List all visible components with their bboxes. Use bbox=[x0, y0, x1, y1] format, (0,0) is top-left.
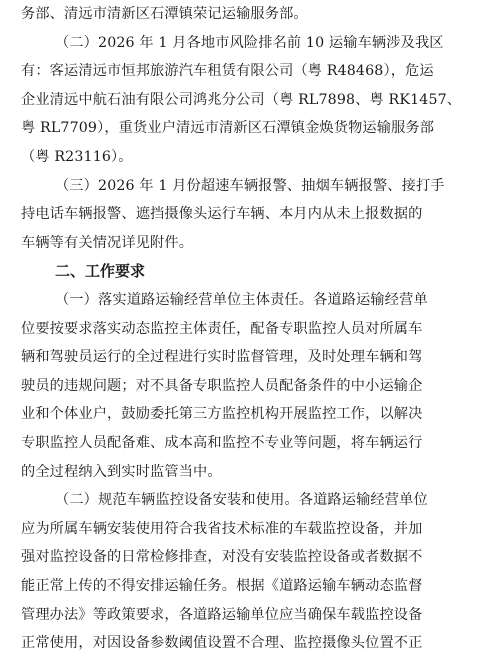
text-line: 务部、清远市清新区石潭镇荣记运输服务部。 bbox=[21, 6, 308, 22]
text-line: 专职监控人员配备难、成本高和监控不专业等问题，将车辆运行 bbox=[21, 435, 423, 451]
text-line: 的全过程纳入到实时监管当中。 bbox=[21, 463, 222, 480]
text-line: 持电话车辆报警、遮挡摄像头运行车辆、本月内从未上报数据的 bbox=[21, 206, 423, 223]
text-line: 能正常上传的不得安排运输任务。根据《道路运输车辆动态监督 bbox=[21, 578, 423, 594]
text-line: （一）落实道路运输经营单位主体责任。各道路运输经营单 bbox=[55, 292, 428, 308]
text-line: 辆和驾驶员运行的全过程进行实时监督管理，及时处理车辆和驾 bbox=[21, 349, 423, 366]
text-line: （三）2026 年 1 月份超速车辆报警、抽烟车辆报警、接打手 bbox=[55, 177, 445, 194]
text-line: 位要按要求落实动态监控主体责任，配备专职监控人员对所属车 bbox=[21, 320, 423, 337]
text-line: 应为所属车辆安装使用符合我省技术标准的车载监控设备，并加 bbox=[21, 520, 423, 537]
text-line: 车辆等有关情况详见附件。 bbox=[21, 234, 194, 251]
text-line: 企业清远中航石油有限公司鸿兆分公司（粤 RL7898、粤 RK1457、 bbox=[21, 91, 462, 108]
text-line: （粤 R23116）。 bbox=[21, 149, 133, 165]
text-line: 驶员的违规问题；对不具备专职监控人员配备条件的中小运输企 bbox=[21, 377, 423, 394]
text-line: 管理办法》等政策要求，各道路运输单位应当确保车载监控设备 bbox=[21, 606, 423, 623]
text-line: （二）2026 年 1 月各地市风险排名前 10 运输车辆涉及我区 bbox=[55, 34, 444, 51]
text-line: （二）规范车辆监控设备安装和使用。各道路运输经营单位 bbox=[55, 492, 428, 509]
text-line: 正常使用，对因设备参数阈值设置不合理、监控摄像头位置不正 bbox=[21, 635, 423, 652]
text-line: 业和个体业户，鼓励委托第三方监控机构开展监控工作，以解决 bbox=[21, 406, 423, 423]
section-heading: 二、工作要求 bbox=[55, 262, 146, 281]
text-line: 粤 RL7709），重货业户清远市清新区石潭镇金焕货物运输服务部 bbox=[21, 120, 435, 137]
text-line: 有：客运清远市恒邦旅游汽车租赁有限公司（粤 R48468），危运 bbox=[21, 63, 434, 80]
text-line: 强对监控设备的日常检修排查，对没有安装监控设备或者数据不 bbox=[21, 549, 423, 566]
